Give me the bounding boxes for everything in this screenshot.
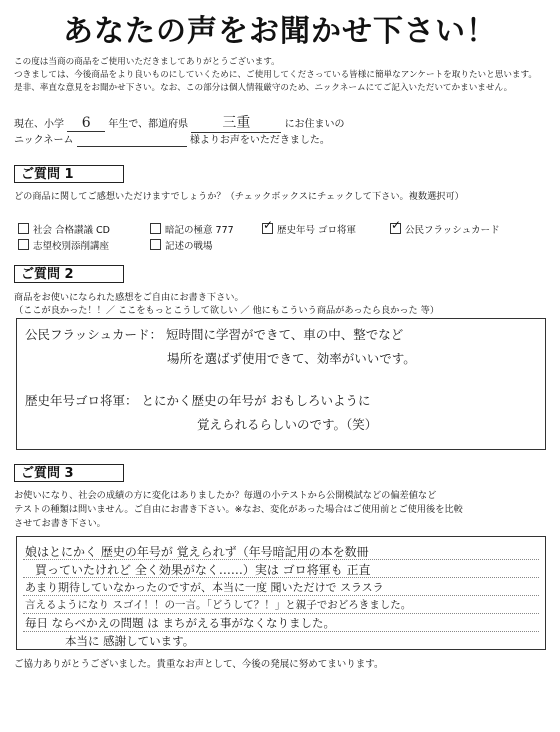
handwritten-line: 覚えられるらしいのです。（笑）: [197, 417, 378, 432]
check-mark-icon: ✓: [263, 218, 274, 232]
intro-line: つきましては、今後商品をより良いものにしていくために、ご使用してくださっている皆様に簡単なアンケートを取りたいと思います。: [14, 70, 538, 80]
checkbox[interactable]: [150, 223, 161, 234]
handwritten-line: 歴史年号ゴロ将軍： とにかく歴史の年号が おもしろいように: [25, 393, 371, 408]
nickname-suffix: 様よりお声をいただきました。: [189, 135, 330, 146]
checkbox-option[interactable]: 暗記の極意 777: [150, 222, 234, 236]
nickname-label: ニックネーム: [14, 135, 74, 146]
handwritten-line: 娘はとにかく 歴史の年号が 覚えられず（年号暗記用の本を数冊: [25, 545, 369, 559]
nickname-line: [14, 131, 330, 147]
prefecture-value: 三重: [191, 112, 281, 133]
question-3-text: テストの種類は問いません。ご自由にお書き下さい。※なお、変化があった場合はご使用前とご使用後を比較: [14, 504, 463, 515]
grade-suffix: 年生で、都道府県: [108, 119, 189, 130]
checkbox-option[interactable]: 社会 合格讃議 CD: [18, 222, 110, 236]
checkbox-option[interactable]: ✓ 公民フラッシュカード: [391, 218, 500, 236]
intro-line: この度は当商の商品をご使用いただきましてありがとうございます。: [14, 57, 280, 67]
handwritten-line: あまり期待していなかったのですが、本当に一度 聞いただけで スラスラ: [25, 581, 384, 594]
nickname-value: [77, 135, 187, 147]
answer-box-2[interactable]: [16, 318, 546, 450]
checkbox-option[interactable]: 志望校別添削講座: [18, 238, 109, 252]
page-title: あなたの声をお聞かせ下さい！: [63, 14, 497, 49]
check-mark-icon: ✓: [391, 218, 402, 232]
question-3-heading: ご質問 3: [14, 464, 124, 482]
ruled-line: [23, 631, 539, 632]
grade-prefix: 現在、小学: [14, 119, 64, 130]
question-2-heading: ご質問 2: [14, 265, 124, 283]
question-1-text: どの商品に関してご感想いただけますでしょうか？（チェックボックスにチェックして下さい。複数選択可）: [14, 191, 464, 202]
ruled-line: [23, 613, 539, 614]
handwritten-line: 場所を選ばず使用できて、効率がいいです。: [167, 351, 416, 366]
checkbox-checked[interactable]: [390, 218, 402, 234]
handwritten-line: 公民フラッシュカード： 短時間に学習ができて、車の中、整でなど: [25, 327, 404, 342]
question-1-heading: ご質問 1: [14, 165, 124, 183]
ruled-line: [23, 595, 539, 596]
grade-value: 6: [67, 115, 105, 132]
footer-message: ご協力ありがとうございました。貴重なお声として、今後の発展に努めてまいります。: [14, 659, 384, 670]
checkbox[interactable]: [18, 223, 29, 234]
checkbox-checked[interactable]: [262, 218, 274, 234]
respondent-line: [14, 112, 345, 133]
handwritten-line: 買っていたけれど 全く効果がなく……）実は ゴロ将軍も 正直: [35, 563, 371, 577]
handwritten-line: 毎日 ならべかえの問題 は まちがえる事がなくなりました。: [25, 616, 335, 630]
prefecture-suffix: にお住まいの: [284, 119, 345, 130]
intro-line: 是非、率直な意見をお聞かせ下さい。なお、この部分は個人情報厳守のため、ニックネームにてご記入いただいてかまいません。: [14, 83, 513, 93]
checkbox-option[interactable]: ✓ 歴史年号 ゴロ将軍: [263, 218, 357, 236]
question-3-text: させてお書き下さい。: [14, 518, 106, 529]
checkbox-option[interactable]: 記述の戦場: [150, 238, 213, 252]
handwritten-line: 本当に 感謝しています。: [65, 634, 195, 648]
question-2-hint: （ここが良かった！！／ ここをもっとこうして欲しい ／ 他にもこういう商品があったら良かった 等）: [14, 305, 440, 316]
handwritten-line: 言えるようになり スゴイ！！の一言。「どうして？！」と親子でおどろきました。: [25, 599, 412, 611]
checkbox[interactable]: [150, 239, 161, 250]
answer-box-3[interactable]: [16, 536, 546, 650]
question-3-text: お使いになり、社会の成績の方に変化はありましたか？毎週の小テストから公開模試などの偏差値など: [14, 490, 437, 501]
question-2-text: 商品をお使いになられた感想をご自由にお書き下さい。: [14, 292, 244, 303]
checkbox[interactable]: [18, 239, 29, 250]
